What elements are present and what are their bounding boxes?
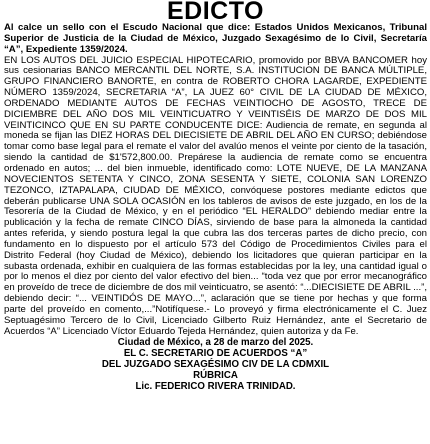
date-line: Ciudad de México, a 28 de marzo del 2025. xyxy=(117,337,314,349)
signature-line: EL C. SECRETARIO DE ACUERDOS “A” xyxy=(123,348,308,360)
seal-header-paragraph: Al calce un sello con el Escudo Nacional que dice: Estados Unidos Mexicanos, Tribunal Superior de Justicia de la Ciudad de México, Juzgado Sexagésimo de lo Civil, Secretaría “A”, Expediente 1359/2024. xyxy=(4,22,427,55)
notice-body-paragraph: EN LOS AUTOS DEL JUICIO ESPECIAL HIPOTECARIO, promovido por BBVA BANCOMER hoy sus cesionarias BANCO MERCANTIL DEL NORTE, S.A. INSTITUCION DE BANCA MÚLTIPLE, GRUPO FINANCIERO BANORTE, en contra de ROBERTO CHORA LAGARDE, EXPEDIENTE NÚMERO 1359/2024, SECRETARIA “A”, LA JUEZ 60° CIVIL DE LA CIUDAD DE MÉXICO, ORDENADO MEDIANTE AUTOS DE FECHAS VEINTIOCHO DE AGOSTO, TRECE DE DICIEMBRE DEL AÑO DOS MIL VEINTICUATRO Y VEINTISÉIS DE MARZO DE DOS MIL VEINTICINCO QUE EN SU PARTE CONDUCENTE DICE: Audiencia de remate, en segunda al moneda se fijan las DIEZ HORAS DEL DIECISIETE DE ABRIL DEL AÑO EN CURSO; debiéndose tomar como base legal para el remate el valor del avalúo menos el veinte por ciento de la tasación, siendo la cantidad de $1'572,800.00. Prepárese la audiencia de remate como se encuentra ordenado en autos; ... del bien inmueble, identificado como: LOTE NUEVE, DE LA MANZANA NOVECIENTOS SETENTA Y CINCO, ZONA SESENTA Y SIETE, COLONIA SAN LORENZO TEZONCO, IZTAPALAPA, CIUDAD DE MÉXICO, convóquese postores mediante edictos que deberán publicarse UNA SOLA OCASIÓN en los tableros de avisos de este juzgado, en los de la Tesorería de la Ciudad de México, y en el periódico “EL HERALDO” debiendo mediar entre la publicación y la fecha de remate CINCO DÍAS, sirviendo de base para la almoneda la cantidad antes referida, y siendo postura legal la que cubra las dos terceras partes de dicho precio, con fundamento en lo dispuesto por el artículo 573 del Código de Procedimientos Civiles para el Distrito Federal (hoy Ciudad de México), debiendo los licitadores que quieran participar en la subasta ordenada, exhibir en cualquiera de las formas establecidas por la ley, una cantidad igual o por lo menos el diez por ciento del valor efectivo del bien... “toda vez que por error mecanográfico en proveído de trece de diciembre de dos mil veinticuatro, se asentó: “...DIECISIETE DE ABRIL ...”, debiendo decir: “... VEINTIDÓS DE MAYO...”, aclaración que se tiene por hechas y que forma parte del proveído en comento,...”Notifíquese.- Lo proveyó y firma electrónicamente el C. Juez Septuagésimo Tercero de lo Civil, Licenciado Gilberto Ruiz Hernández, ante el Secretario de Acuerdos “A” Licenciado Víctor Eduardo Tejeda Hernández, quien autoriza y da Fe. xyxy=(4,54,427,337)
signature-block xyxy=(4,348,427,392)
notice-title: EDICTO xyxy=(167,0,264,25)
signature-line: RÚBRICA xyxy=(193,370,238,382)
signature-line: Lic. FEDERICO RIVERA TRINIDAD. xyxy=(135,381,296,393)
signature-line: DEL JUZGADO SEXAGÉSIMO CIV DE LA CDMXIL xyxy=(101,359,330,371)
